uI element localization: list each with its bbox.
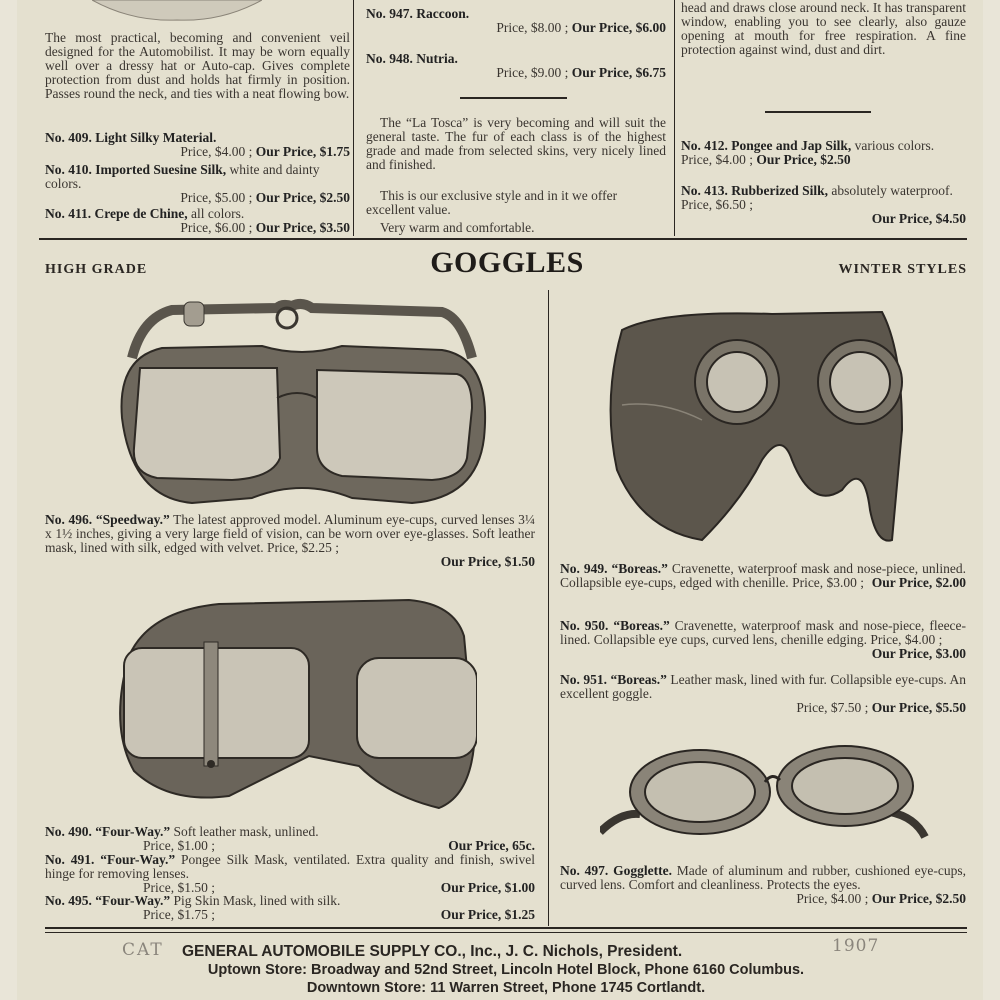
item-desc: all colors. (191, 206, 245, 221)
item-desc: Cravenette, waterproof mask and nose-piece, fleece-lined. Collapsible eye cups, curved lens, chenille edging. (560, 618, 967, 647)
company-name: GENERAL AUTOMOBILE SUPPLY CO., Inc., J. C. Nichols, President. (182, 943, 683, 960)
boreas-mask-image (602, 310, 932, 550)
item-name: Light Silky Material. (95, 130, 217, 145)
la-tosca-description: The “La Tosca” is very becoming and will suit the general taste. The fur of each class is of the highest grade and made from selected skins, very nicely lined and finished. (366, 115, 666, 172)
item-name: Gogglette. (613, 863, 672, 878)
veil-description: The most practical, becoming and convenient veil designed for the Automobilist. It may be worn equally well over a dressy hat or Auto-cap. Gives complete protection from dust and holds hat firmly in position. Passes round the neck, and ties with a neat flowing bow. (45, 30, 350, 101)
list-price: Price, $6.50 ; (681, 197, 753, 212)
item-949 (560, 562, 966, 590)
veil-window-description: head and draws close around neck. It has transparent window, enabling you to see clearly, also gauze opening at mouth for free respiration. A fine protection against wind, dust and dirt. (681, 0, 966, 57)
item-name: Crepe de Chine, (94, 206, 188, 221)
list-price: Price, $3.00 ; (792, 575, 865, 590)
item-no: No. 951. (560, 672, 608, 687)
list-price: Price, $7.50 ; (796, 700, 869, 715)
item-409 (45, 131, 350, 159)
four-way-goggles-image (109, 596, 477, 812)
veil-illustration-fragment (92, 0, 262, 22)
item-no: No. 491. (45, 852, 95, 867)
item-desc: Pig Skin Mask, lined with silk. (173, 893, 341, 908)
list-price: Price, $1.00 ; (143, 838, 215, 853)
item-name: “Four-Way.” (95, 824, 171, 839)
short-rule (460, 97, 567, 99)
year-stamp: 1907 (832, 936, 880, 956)
short-rule (765, 111, 871, 113)
list-price: Price, $1.50 ; (143, 880, 215, 895)
item-no: No. 495. (45, 893, 92, 908)
downtown-store: Downtown Store: 11 Warren Street, Phone 1745 Cortlandt. (306, 980, 706, 996)
our-price: Our Price, $3.50 (255, 220, 350, 235)
our-price: Our Price, $3.00 (871, 646, 966, 661)
item-412 (681, 139, 966, 167)
item-413 (681, 184, 966, 226)
our-price: Our Price, $6.00 (571, 20, 666, 35)
item-no: No. 947. (366, 6, 413, 21)
goggles-title: GOGGLES (430, 246, 584, 279)
gogglette-image (600, 742, 930, 850)
list-price: Price, $4.00 ; (796, 891, 869, 906)
item-desc: Soft leather mask, unlined. (173, 824, 319, 839)
item-no: No. 948. (366, 51, 413, 66)
section-rule (39, 238, 967, 240)
list-price: Price, $6.00 ; (180, 220, 253, 235)
item-name: “Boreas.” (611, 561, 668, 576)
item-no: No. 950. (560, 618, 609, 633)
footer-rule (45, 932, 967, 933)
item-desc: Cravenette, waterproof mask and nose-piece, unlined. Collapsible eye-cups, edged with chenille. (560, 561, 967, 590)
item-490 (45, 825, 535, 853)
item-no: No. 949. (560, 561, 608, 576)
item-name: Pongee and Jap Silk, (731, 138, 852, 153)
item-495 (45, 894, 535, 922)
our-price: Our Price, $1.25 (440, 907, 535, 922)
item-name: Rubberized Silk, (731, 183, 829, 198)
item-no: No. 496. (45, 512, 93, 527)
our-price: Our Price, $5.50 (871, 700, 966, 715)
our-price: Our Price, $4.50 (871, 211, 966, 226)
item-951 (560, 673, 966, 715)
footer-rule (45, 927, 967, 929)
list-price: Price, $5.00 ; (180, 190, 253, 205)
our-price: Our Price, $2.50 (871, 891, 966, 906)
item-name: Imported Suesine Silk, (95, 162, 227, 177)
high-grade-label: HIGH GRADE (45, 262, 148, 277)
item-no: No. 412. (681, 138, 728, 153)
item-no: No. 410. (45, 162, 92, 177)
item-410 (45, 163, 350, 205)
item-desc: white and dainty colors. (45, 162, 320, 191)
exclusive-note: This is our exclusive style and in it we offer excellent value. (366, 188, 618, 217)
our-price: Our Price, $2.00 (871, 575, 966, 590)
our-price: Our Price, $1.75 (255, 144, 350, 159)
item-desc: Leather mask, lined with fur. Collapsible eye-cups. An excellent goggle. (560, 672, 967, 701)
our-price: Our Price, $2.50 (756, 152, 851, 167)
item-desc: Made of aluminum and rubber, cushioned eye-cups, curved lens. Comfort and cleanliness. Protects the eyes. (560, 863, 967, 892)
item-947 (366, 7, 666, 35)
item-name: “Four-Way.” (100, 852, 176, 867)
our-price: Our Price, 65c. (448, 838, 535, 853)
item-name: “Boreas.” (613, 618, 670, 633)
item-497 (560, 864, 966, 906)
catalog-page (17, 0, 983, 1000)
our-price: Our Price, $6.75 (571, 65, 666, 80)
item-name: Raccoon. (416, 6, 470, 21)
item-name: “Speedway.” (95, 512, 170, 527)
item-no: No. 409. (45, 130, 92, 145)
uptown-store: Uptown Store: Broadway and 52nd Street, Lincoln Hotel Block, Phone 6160 Columbus. (207, 962, 805, 978)
item-491 (45, 853, 535, 895)
speedway-goggles-image (112, 298, 492, 510)
list-price: Price, $1.75 ; (143, 907, 215, 922)
item-948 (366, 52, 666, 80)
item-411 (45, 207, 350, 235)
item-name: “Boreas.” (610, 672, 667, 687)
our-price: Our Price, $1.00 (440, 880, 535, 895)
column-divider (353, 0, 354, 236)
winter-styles-label: WINTER STYLES (838, 262, 967, 277)
item-no: No. 413. (681, 183, 728, 198)
item-desc: Pongee Silk Mask, ventilated. Extra quality and finish, swivel hinge for removing lenses. (45, 852, 536, 881)
list-price: Price, $4.00 ; (180, 144, 253, 159)
item-no: No. 490. (45, 824, 92, 839)
column-divider (674, 0, 675, 236)
item-no: No. 411. (45, 206, 92, 221)
item-name: Nutria. (416, 51, 458, 66)
our-price: Our Price, $2.50 (255, 190, 350, 205)
item-name: “Four-Way.” (95, 893, 171, 908)
our-price: Our Price, $1.50 (440, 554, 535, 569)
item-desc: various colors. (854, 138, 935, 153)
list-price: Price, $9.00 ; (496, 65, 569, 80)
list-price: Price, $4.00 ; (870, 632, 943, 647)
column-divider (548, 290, 549, 926)
catalog-stamp: CAT (122, 940, 164, 960)
list-price: Price, $2.25 ; (266, 540, 339, 555)
item-950 (560, 619, 966, 661)
warm-note: Very warm and comfortable. (380, 220, 535, 235)
list-price: Price, $4.00 ; (681, 152, 753, 167)
item-desc: absolutely waterproof. (831, 183, 953, 198)
list-price: Price, $8.00 ; (496, 20, 569, 35)
item-no: No. 497. (560, 863, 609, 878)
item-496 (45, 513, 535, 569)
item-desc: The latest approved model. Aluminum eye-cups, curved lenses 3¼ x 1½ inches, giving a very large field of vision, can be worn over eye-glasses. Soft leather mask, lined with silk, edged with velvet. (45, 512, 536, 555)
